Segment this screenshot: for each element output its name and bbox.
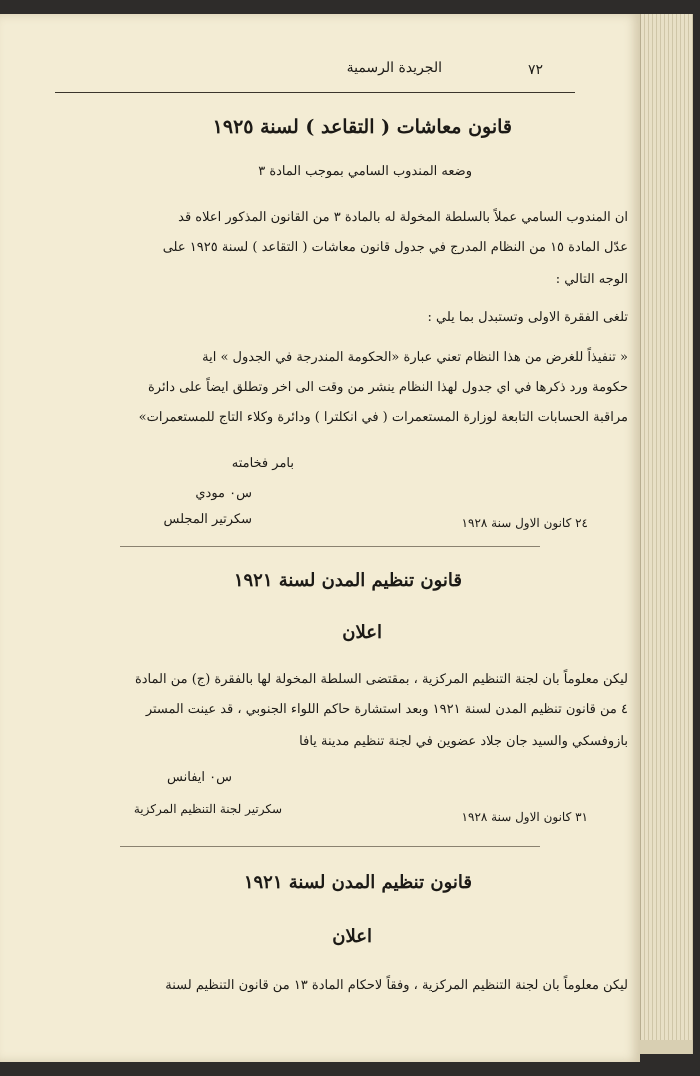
section1-signer-name: س٠ مودي bbox=[195, 486, 252, 501]
section1-clause-intro: تلغى الفقرة الاولى وتستبدل بما يلي : bbox=[427, 310, 628, 325]
section1-quote-line-1: « تنفيذاً للغرض من هذا النظام تعني عبارة «الحكومة المندرجة في الجدول » اية bbox=[202, 350, 628, 365]
section2-divider bbox=[120, 846, 540, 847]
section3-body-line-1: ليكن معلوماً بان لجنة التنظيم المركزية ، وفقاً لاحكام المادة ١٣ من قانون التنظيم لسنة bbox=[165, 978, 628, 993]
section3-subtitle: اعلان bbox=[332, 926, 372, 947]
section2-title: قانون تنظيم المدن لسنة ١٩٢١ bbox=[233, 570, 462, 591]
header-rule bbox=[55, 92, 575, 93]
section2-signer-title: سكرتير لجنة التنظيم المركزية bbox=[133, 802, 282, 816]
page-number: ٧٢ bbox=[528, 62, 544, 78]
section1-by-order: بامر فخامته bbox=[231, 456, 294, 471]
section2-date: ٣١ كانون الاول سنة ١٩٢٨ bbox=[461, 810, 588, 824]
section1-quote-line-3: مراقبة الحسابات التابعة لوزارة المستعمرات ( في انكلترا ) ودائرة وكلاء التاج للمستعمرات» bbox=[138, 410, 628, 425]
section1-title: قانون معاشات ( التقاعد ) لسنة ١٩٢٥ bbox=[212, 116, 512, 138]
section1-subtitle: وضعه المندوب السامي بموجب المادة ٣ bbox=[258, 164, 472, 179]
section1-date: ٢٤ كانون الاول سنة ١٩٢٨ bbox=[461, 516, 588, 530]
page-edges bbox=[640, 14, 693, 1054]
section2-subtitle: اعلان bbox=[342, 622, 382, 643]
section1-body-line-2: عدّل المادة ١٥ من النظام المدرج في جدول قانون معاشات ( التقاعد ) لسنة ١٩٢٥ على bbox=[162, 240, 628, 255]
section2-body-line-3: بازوفسكي والسيد جان جلاد عضوين في لجنة تنظيم مدينة يافا bbox=[299, 734, 628, 749]
section2-body-line-2: ٤ من قانون تنظيم المدن لسنة ١٩٢١ وبعد استشارة حاكم اللواء الجنوبي ، قد عينت المستر bbox=[145, 702, 628, 717]
section1-signer-title: سكرتير المجلس bbox=[163, 512, 252, 527]
section1-divider bbox=[120, 546, 540, 547]
section2-body-line-1: ليكن معلوماً بان لجنة التنظيم المركزية ، بمقتضى السلطة المخولة لها بالفقرة (ج) من المادة bbox=[134, 672, 628, 687]
section1-body-line-1: ان المندوب السامي عملاً بالسلطة المخولة له بالمادة ٣ من القانون المذكور اعلاه قد bbox=[178, 210, 628, 225]
section3-title: قانون تنظيم المدن لسنة ١٩٢١ bbox=[243, 872, 472, 893]
section1-quote-line-2: حكومة ورد ذكرها في اي جدول لهذا النظام ينشر من وقت الى اخر وتطلق ايضاً على دائرة bbox=[148, 380, 628, 395]
section2-signer-name: س٠ ايفانس bbox=[167, 770, 232, 785]
page-edges-bottom bbox=[640, 1040, 692, 1054]
running-header-title: الجريدة الرسمية bbox=[346, 60, 442, 76]
section1-body-line-3: الوجه التالي : bbox=[555, 272, 628, 287]
